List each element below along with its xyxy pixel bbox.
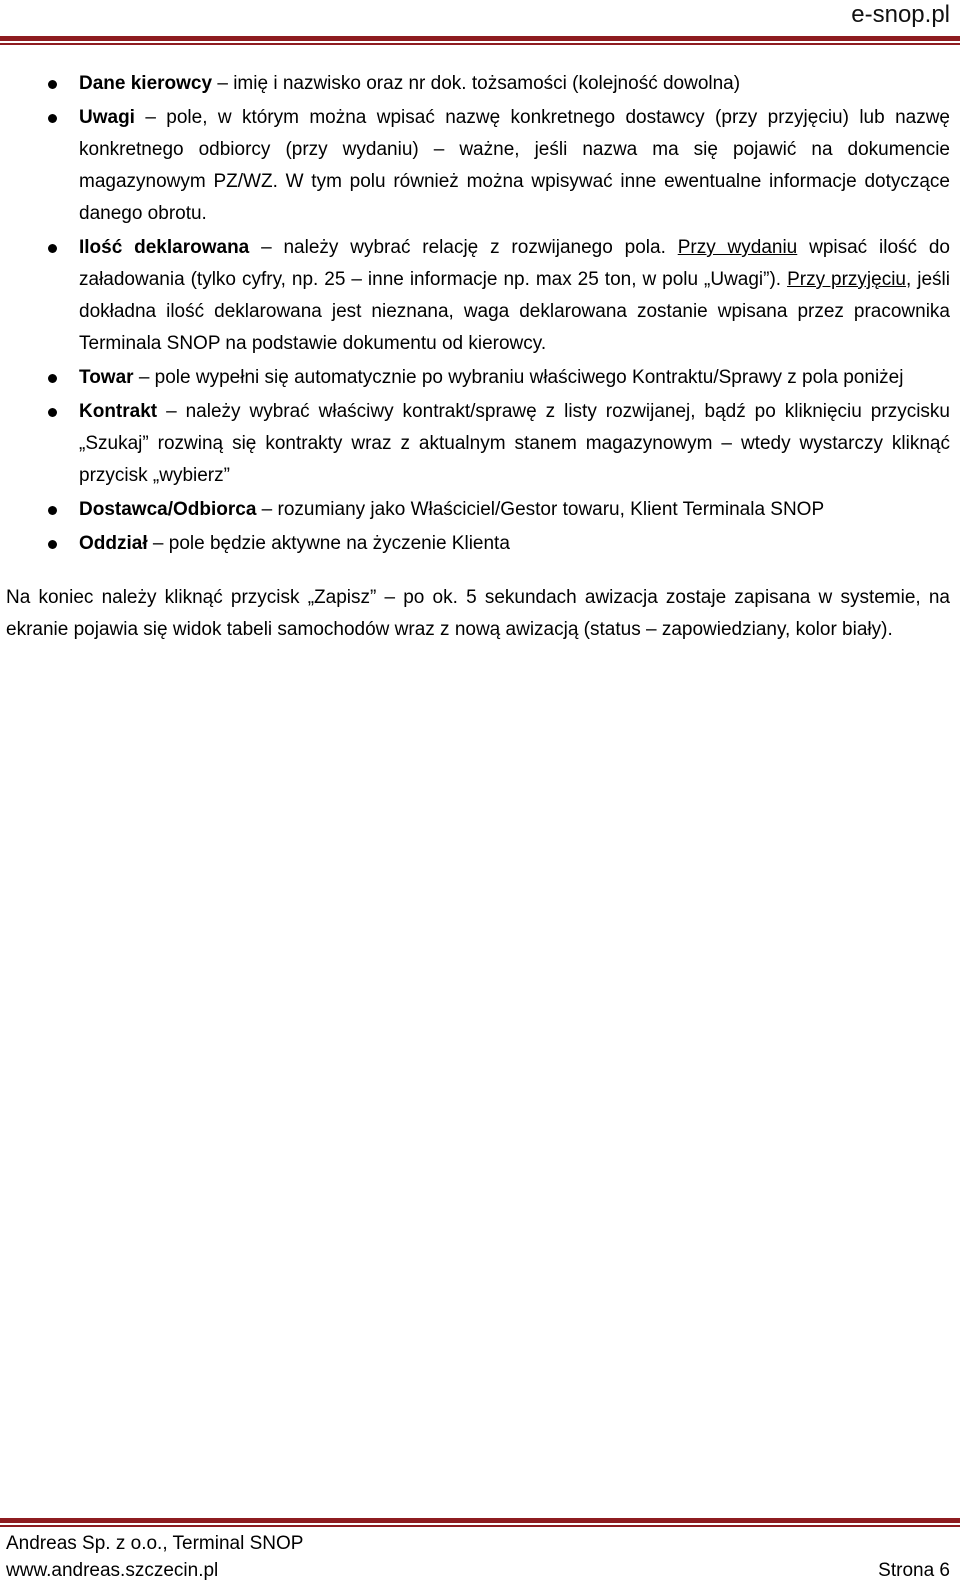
header-rule bbox=[0, 36, 960, 45]
field-list bbox=[6, 68, 950, 560]
footer-company: Andreas Sp. z o.o., Terminal SNOP bbox=[6, 1533, 304, 1554]
list-item-dane-kierowcy bbox=[6, 68, 950, 100]
term-description: – należy wybrać relację z rozwijanego pola. bbox=[249, 237, 678, 258]
closing-paragraph: Na koniec należy kliknąć przycisk „Zapisz” – po ok. 5 sekundach awizacja zostaje zapisana w systemie, na ekranie pojawia się widok tabeli samochodów wraz z nową awizacją (status – zapowiedziany, kolor biały). bbox=[6, 587, 950, 640]
underlined-phrase-przyjecie: Przy przyjęciu bbox=[787, 269, 907, 290]
bullet-icon bbox=[48, 374, 57, 383]
bullet-icon bbox=[48, 114, 57, 123]
bullet-icon bbox=[48, 80, 57, 89]
bullet-icon bbox=[48, 506, 57, 515]
bullet-icon bbox=[48, 408, 57, 417]
term-description: – rozumiany jako Właściciel/Gestor towaru, Klient Terminala SNOP bbox=[256, 499, 825, 520]
footer-website: www.andreas.szczecin.pl bbox=[6, 1560, 219, 1581]
list-item-dostawca-odbiorca bbox=[6, 494, 950, 526]
term-description: – pole wypełni się automatycznie po wybraniu właściwego Kontraktu/Sprawy z pola poniżej bbox=[133, 367, 904, 388]
term-label: Dane kierowcy bbox=[79, 73, 213, 94]
term-label: Towar bbox=[79, 367, 134, 388]
list-item-ilosc-deklarowana bbox=[6, 232, 950, 360]
term-description: – pole, w którym można wpisać nazwę konkretnego dostawcy (przy przyjęciu) lub nazwę konkretnego odbiorcy (przy wydaniu) – ważne, jeśli nazwa ma się pojawić na dokumencie magazynowym PZ/WZ. W tym polu również można wpisywać inne ewentualne informacje dotyczące danego obrotu. bbox=[79, 107, 950, 224]
page-footer bbox=[6, 1530, 950, 1584]
bullet-icon bbox=[48, 540, 57, 549]
list-item-oddzial bbox=[6, 528, 950, 560]
term-description: – należy wybrać właściwy kontrakt/sprawę z listy rozwijanej, bądź po kliknięciu przycisku „Szukaj” rozwiną się kontrakty wraz z aktualnym stanem magazynowym – wtedy wystarczy kliknąć przycisk „wybierz” bbox=[79, 401, 950, 486]
footer-rule bbox=[0, 1518, 960, 1527]
term-description: – imię i nazwisko oraz nr dok. tożsamości (kolejność dowolna) bbox=[212, 73, 741, 94]
term-description-continued: wpisać ilość do załadowania (tylko cyfry, np. 25 – inne informacje np. max 25 ton, w polu „Uwagi”). bbox=[79, 237, 951, 290]
list-item-towar bbox=[6, 362, 950, 394]
list-item-uwagi bbox=[6, 102, 950, 230]
term-label: Kontrakt bbox=[79, 401, 158, 422]
underlined-phrase-wydanie: Przy wydaniu bbox=[677, 237, 798, 258]
term-label: Uwagi bbox=[79, 107, 135, 128]
term-label: Oddział bbox=[79, 533, 148, 554]
footer-page-number: Strona 6 bbox=[878, 1560, 950, 1581]
term-label: Ilość deklarowana bbox=[79, 237, 250, 258]
list-item-kontrakt bbox=[6, 396, 950, 492]
term-label: Dostawca/Odbiorca bbox=[79, 499, 257, 520]
term-description: – pole będzie aktywne na życzenie Klienta bbox=[147, 533, 510, 554]
term-description-end: , jeśli dokładna ilość deklarowana jest nieznana, waga deklarowana zostanie wpisana przez pracownika Terminala SNOP na podstawie dokumentu od kierowcy. bbox=[79, 269, 950, 354]
document-body bbox=[6, 68, 950, 646]
header-brand: e-snop.pl bbox=[851, 1, 950, 28]
bullet-icon bbox=[48, 244, 57, 253]
